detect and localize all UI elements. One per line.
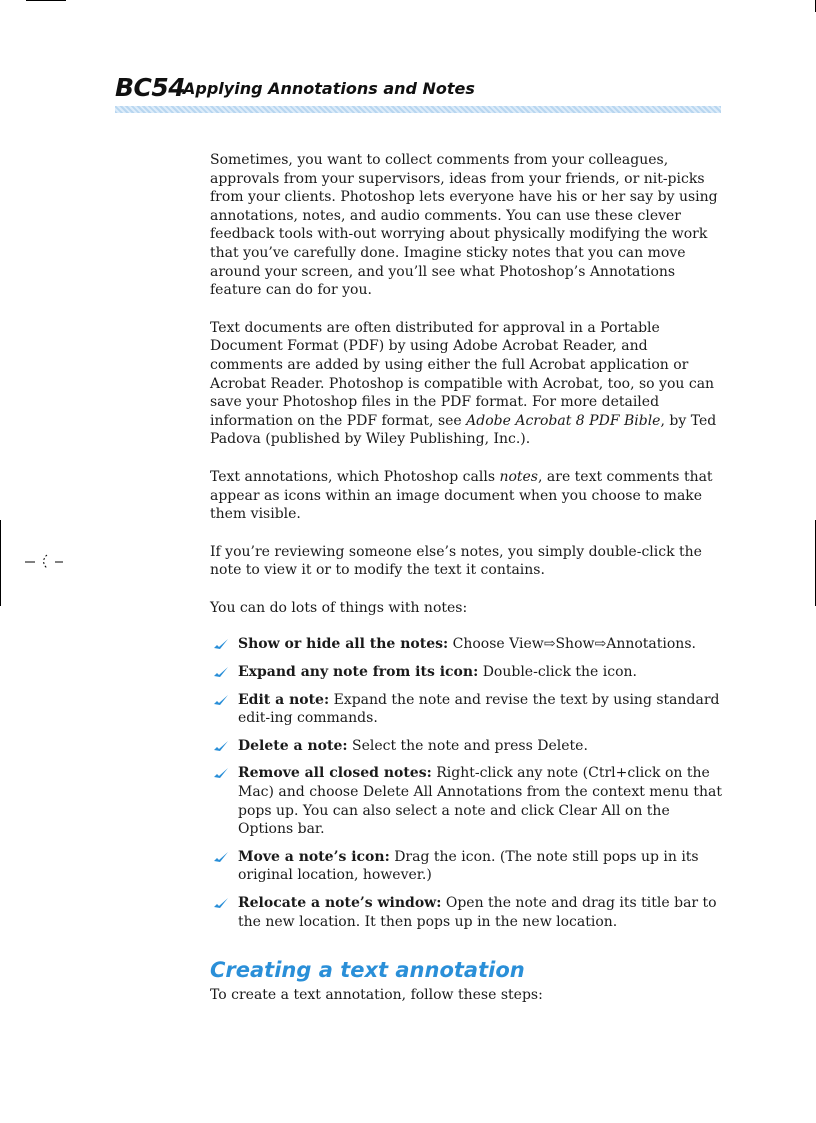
- list-item-desc: Right-click any note (Ctrl+click on the Mac) and choose Delete All Annotations from the context menu that pops up. You can also select a note and click Clear All on the Options bar.: [238, 765, 722, 838]
- registration-mark-icon: [25, 553, 65, 569]
- list-item-desc: Choose View⇨Show⇨Annotations.: [448, 636, 696, 653]
- list-item-term: Move a note’s icon:: [238, 848, 390, 865]
- list-item-term: Edit a note:: [238, 691, 330, 708]
- list-item: [210, 635, 722, 654]
- checkmark-bullet-icon: [213, 666, 229, 678]
- list-item: [210, 848, 722, 885]
- section-heading: Creating a text annotation: [210, 958, 525, 983]
- checkmark-bullet-icon: [213, 767, 229, 779]
- list-item-term: Show or hide all the notes:: [238, 636, 449, 653]
- body-content: [210, 151, 722, 1024]
- crop-mark-top: [26, 0, 66, 1]
- paragraph-intro: [210, 151, 722, 300]
- list-item-term: Expand any note from its icon:: [238, 664, 479, 681]
- paragraph-text: If you’re reviewing someone else’s notes, you simply double-click the note to view it or to modify the text it contains.: [210, 543, 702, 579]
- paragraph-text: Text annotations, which Photoshop calls: [210, 468, 500, 485]
- list-item: [210, 764, 722, 838]
- checkmark-bullet-icon: [213, 740, 229, 752]
- checkmark-bullet-icon: [213, 851, 229, 863]
- paragraph-notes-definition: [210, 468, 722, 524]
- list-item-desc: Open the note and drag its title bar to the new location. It then pops up in the new location.: [238, 895, 717, 930]
- chapter-title: Applying Annotations and Notes: [183, 79, 475, 98]
- page-number: BC54: [115, 73, 186, 102]
- paragraph-text: You can do lots of things with notes:: [210, 599, 468, 616]
- paragraph-list-intro: [210, 599, 722, 618]
- list-item-term: Relocate a note’s window:: [238, 895, 442, 911]
- term-notes: notes: [499, 468, 538, 485]
- checkmark-bullet-icon: [213, 638, 229, 650]
- list-item-desc: Drag the icon. (The note still pops up in its original location, however.): [238, 848, 699, 884]
- checkmark-bullet-icon: [213, 694, 229, 706]
- list-item: [210, 691, 722, 728]
- list-item: [210, 663, 722, 682]
- margin-line-left: [0, 520, 1, 606]
- paragraph-reviewing: [210, 543, 722, 580]
- paragraph-text: Text documents are often distributed for approval in a Portable Document Format (PDF) by using Adobe Acrobat Reader, and comments are added by using either the full Acrobat application or Acrobat Reader. Photoshop is compatible with Acrobat, too, so you can save your Photoshop files in the PDF format. For more detailed information on the PDF format, see: [210, 319, 715, 429]
- paragraph-text: , are text comments that appear as icons within an image document when you choose to make them visible.: [210, 468, 713, 523]
- header-rule: [115, 106, 721, 113]
- paragraph-pdf: [210, 319, 722, 449]
- list-item-term: Delete a note:: [238, 737, 348, 754]
- list-item-desc: Double-click the icon.: [478, 664, 637, 681]
- paragraph-text: , by Ted Padova (published by Wiley Publishing, Inc.).: [210, 412, 717, 448]
- book-title: Adobe Acrobat 8 PDF Bible: [466, 412, 661, 429]
- list-item: [210, 894, 722, 931]
- notes-actions-list: [210, 635, 722, 931]
- checkmark-bullet-icon: [213, 897, 229, 909]
- paragraph-text: Sometimes, you want to collect comments from your colleagues, approvals from your supervisors, ideas from your friends, or nit-picks from your clients. Photoshop lets everyone have his or her say by using annotations, notes, and audio comments. You can use these clever feedback tools with-out worrying about physically modifying the work that you’ve carefully done. Imagine sticky notes that you can move around your screen, and you’ll see what Photoshop’s Annotations feature can do for you.: [210, 152, 718, 299]
- list-item-desc: Expand the note and revise the text by using standard edit-ing commands.: [238, 691, 720, 727]
- list-item: [210, 737, 722, 756]
- list-item-desc: Select the note and press Delete.: [347, 737, 588, 754]
- list-item-term: Remove all closed notes:: [238, 765, 432, 782]
- section-intro: To create a text annotation, follow these steps:: [210, 987, 543, 1004]
